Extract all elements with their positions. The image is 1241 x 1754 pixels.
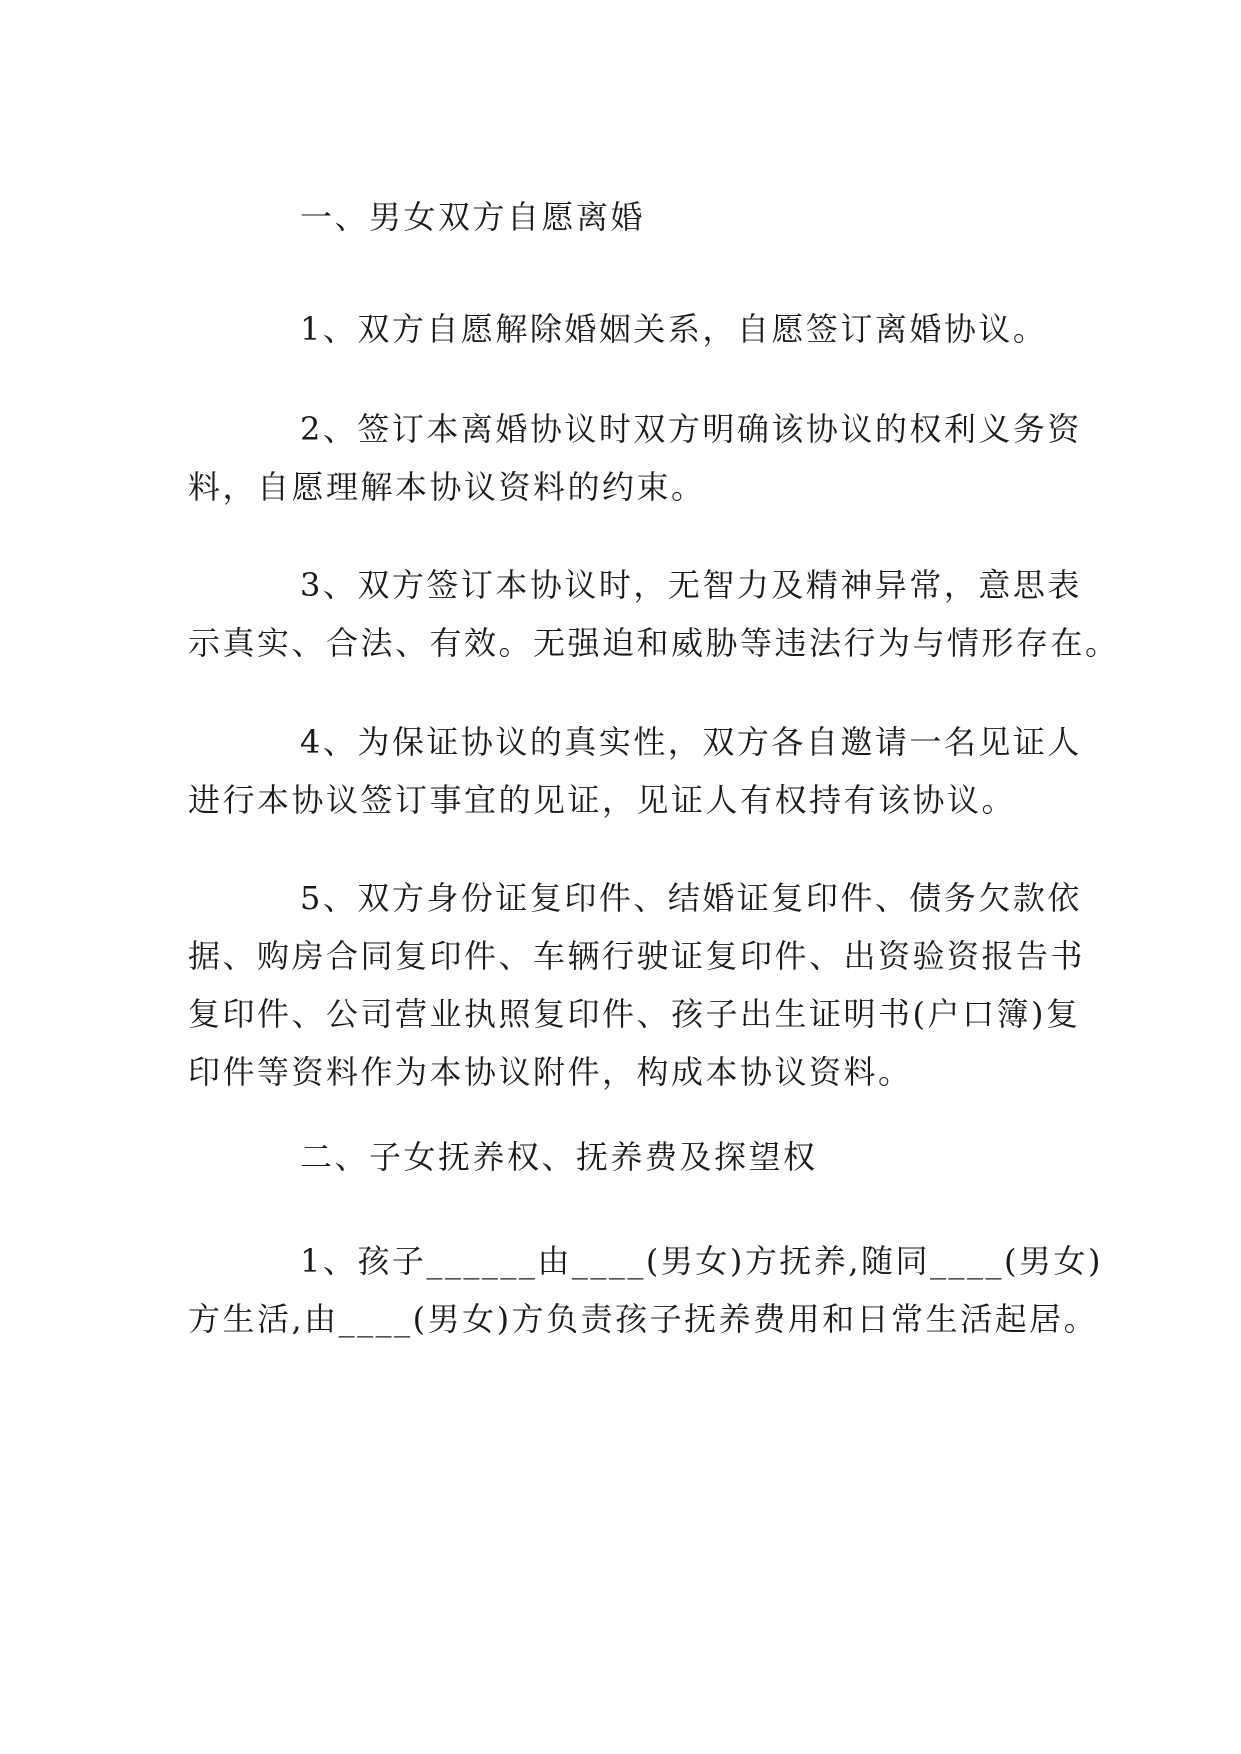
paragraph-2-line-2: 料，自愿理解本协议资料的约束。 [188, 468, 706, 506]
paragraph-1-line-1: 1、双方自愿解除婚姻关系，自愿签订离婚协议。 [300, 310, 1048, 348]
paragraph-2-line-1: 2、签订本离婚协议时双方明确该协议的权利义务资 [300, 410, 1082, 448]
section-heading-2 [188, 1128, 1056, 1186]
paragraph-5 [188, 869, 1086, 1101]
paragraph-6-line-1: 1、孩子______由____(男女)方抚养,随同____(男女) [300, 1242, 1103, 1280]
paragraph-1 [188, 300, 1056, 358]
paragraph-4-line-2: 进行本协议签订事宜的见证，见证人有权持有该协议。 [188, 781, 1017, 819]
paragraph-4 [188, 713, 1082, 829]
section-heading-1-text: 一、男女双方自愿离婚 [300, 198, 646, 236]
paragraph-3-line-1: 3、双方签订本协议时，无智力及精神异常，意思表 [300, 566, 1082, 604]
paragraph-3-line-2: 示真实、合法、有效。无强迫和威胁等违法行为与情形存在。 [188, 624, 1120, 662]
section-heading-2-text: 二、子女抚养权、抚养费及探望权 [300, 1138, 818, 1176]
paragraph-6-line-2: 方生活,由____(男女)方负责孩子抚养费用和日常生活起居。 [188, 1300, 1099, 1338]
paragraph-5-line-3: 复印件、公司营业执照复印件、孩子出生证明书(户口簿)复 [188, 995, 1081, 1033]
paragraph-5-line-2: 据、购房合同复印件、车辆行驶证复印件、出资验资报告书 [188, 937, 1086, 975]
paragraph-4-line-1: 4、为保证协议的真实性，双方各自邀请一名见证人 [300, 723, 1082, 761]
paragraph-2 [188, 400, 1082, 516]
paragraph-5-line-1: 5、双方身份证复印件、结婚证复印件、债务欠款依 [300, 879, 1082, 917]
section-heading-1 [188, 188, 1056, 246]
paragraph-3 [188, 556, 1120, 672]
paragraph-6 [188, 1232, 1103, 1348]
paragraph-5-line-4: 印件等资料作为本协议附件，构成本协议资料。 [188, 1053, 913, 1091]
